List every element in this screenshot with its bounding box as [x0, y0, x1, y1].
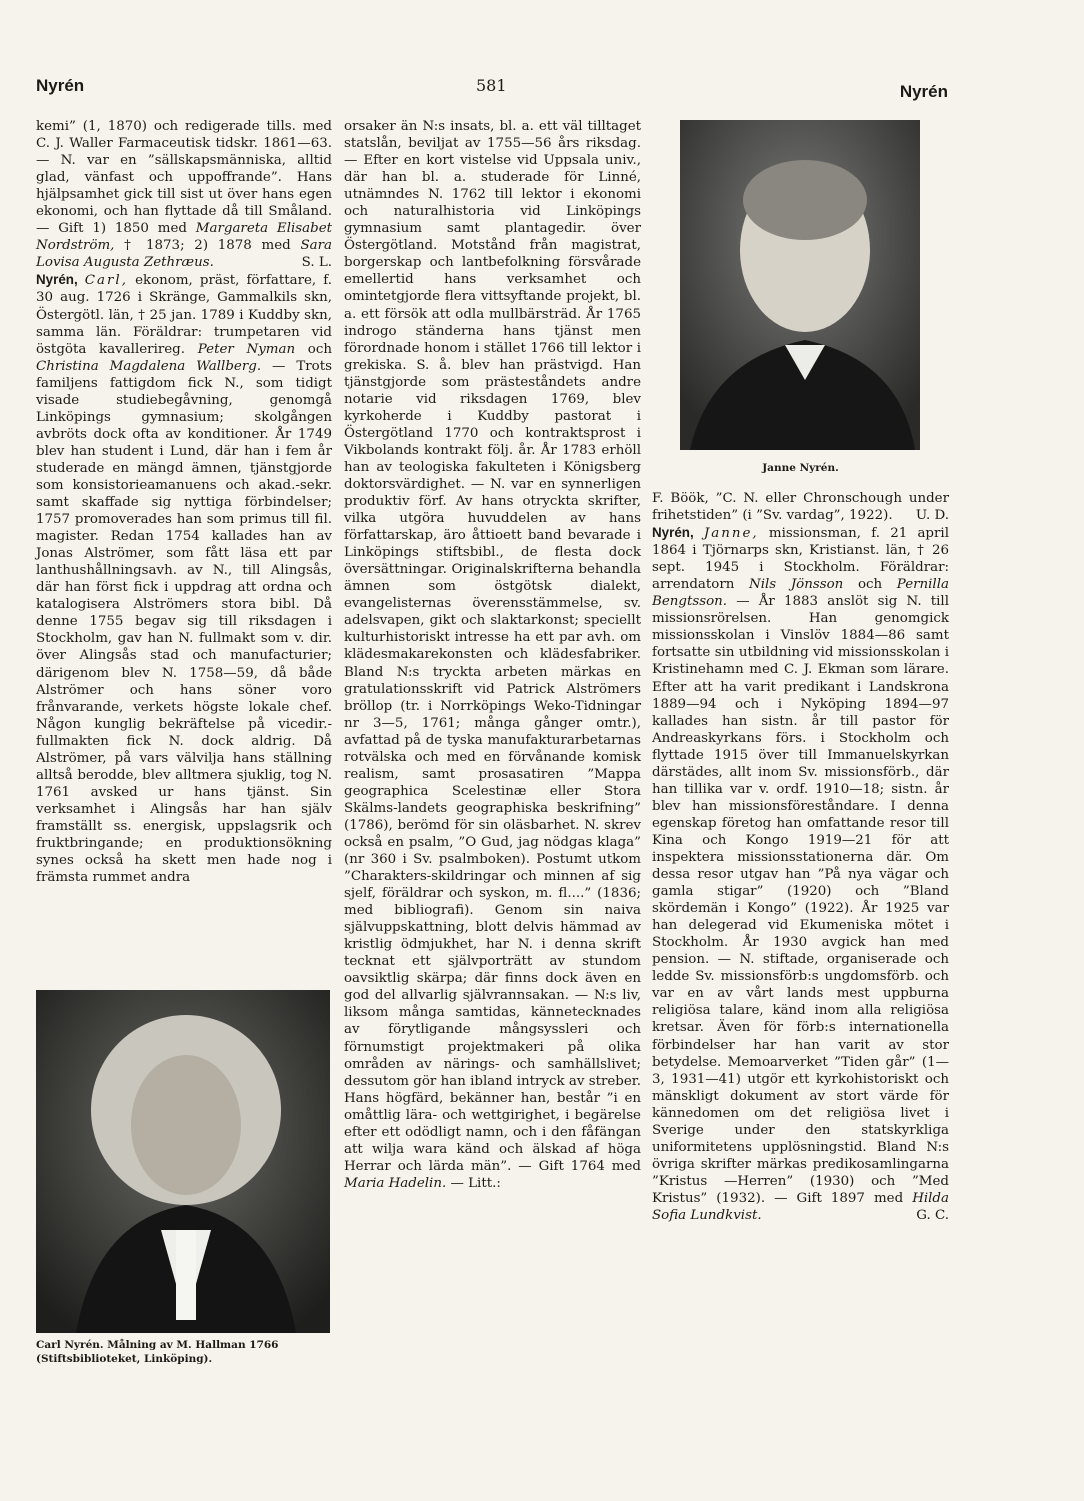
column-right: [652, 490, 949, 1224]
portrait-janne-nyren: [680, 120, 920, 450]
text-run: — Trots familjens fattigdom fick N., som tidigt visade studiebegåvning, genomgå Linköpings gymnasium; skolgången avbröts dock ofta av konditioner. År 1749 blev han student i Lund, där han i fem år studerade en mängd ämnen, tjänstgjorde som konsistorieamanuens och akad.-sekr. samt skaffade sig nyttiga förbindelser; 1757 promoverades han som primus till fil. magister. Redan 1754 kallades han av Jonas Alströmer, som fått läsa ett par lanthushållningsavh. av N., till Alingsås, där han först fick i uppdrag att ordna och katalogisera Alströmers stora bibl. Då denne 1755 begav sig till riksdagen i Stockholm, gav han N. fullmakt som v. dir. över Alingsås stad och manufacturier; därigenom blev N. 1758—59, då både Alströmer och hans söner voro frånvarande, verkets högste lokale chef. Någon kunglig bekräftelse på vicedir.-fullmakten fick N. dock aldrig. Då Alströmer, på vars välvilja hans ställning alltså berodde, blev alltmera sjuklig, tog N. 1761 avsked ur hans tjänst. Sin verksamhet i Alingsås har han själv framställt ss. energisk, uppslagsrik och fruktbringande; en produktionsökning synes också ha skett men hade nog i främsta rummet andra: [36, 358, 332, 886]
entry-carl-nyren: [36, 271, 332, 886]
parent-name: Nils Jönsson: [749, 577, 844, 593]
running-head-left: Nyrén: [36, 76, 85, 95]
column-left: [36, 118, 332, 886]
portrait-image: [36, 990, 330, 1333]
text-run: F. Böök, ”C. N. eller Chronschough under frihetstiden” (i ”Sv. vardag”, 1922).: [652, 491, 949, 524]
spouse-name: Margareta Elisabet Nordström,: [36, 221, 333, 254]
entry-forename: Janne,: [703, 526, 759, 542]
text-run: missionsman, f. 21 april 1864 i Tjörnarps skn, Kristianst. län, † 26 sept. 1945 i Stockholm. Föräldrar: arrendatorn: [652, 526, 949, 593]
entry-text: [344, 118, 641, 1192]
spouse-name: Maria Hadelin.: [344, 1175, 447, 1191]
text-run: — År 1883 anslöt sig N. till missionsrörelsen. Han genomgick missionsskolan i Vinslöv 1884—86 samt fortsatte sin utbildning vid missionsskolan i Kristinehamn med C. J. Ekman som lärare. Efter att ha varit predikant i Landskrona 1889—94 och i Nyköping 1894—97 kallades han sistn. år till pastor för Andreaskyrkans förs. i Stockholm och flyttade 1915 över till Immanuelskyrkan därstädes, allt inom Sv. missionsförb., där han tillika var v. ordf. 1910—18; sistn. år blev han missionsföreståndare. I denna egenskap företog han omfattande resor till Kina och Kongo 1919—21 för att inspektera missionsstationerna där. Om dessa resor utgav han ”På nya vägar och gamla stigar” (1920) och ”Bland skördemän i Kongo” (1922). År 1925 var han delegerad vid Ekumeniska mötet i Stockholm. År 1930 avgick han med pension. — N. stiftade, organiserade och ledde Sv. missionsförb:s ungdomsförb. och var en av vårt lands mest uppburna religiösa talare, känd inom alla religiösa kretsar. Även för förb:s internationella förbindelser har han varit av stor betydelse. Memoarverket ”Tiden går” (1—3, 1931—41) utgör ett kyrkohistoriskt och mänskligt dokument av stort värde för kännedomen om det religiösa livet i Sverige under den statskyrkliga uniformitetens upplösningstid. Bland N:s övriga skrifter märkas predikosamlingarna ”Kristus —Herren” (1930) och ”Med Kristus” (1932). — Gift 1897 med: [652, 594, 949, 1206]
spouse-name: Sara Lovisa Augusta Zethræus.: [36, 238, 332, 271]
running-head-right: Nyrén: [899, 82, 948, 101]
text-run: † 1873; 2) 1878 med: [124, 238, 291, 254]
author-signature: G. C.: [916, 1207, 949, 1223]
parent-name: Pernilla Bengtsson.: [652, 577, 949, 610]
entry-headword: Nyrén,: [652, 525, 694, 541]
portrait-image: [680, 120, 920, 450]
author-signature: U. D.: [915, 508, 949, 524]
entry-headword: Nyrén,: [36, 272, 78, 288]
entry-text: [652, 490, 949, 524]
column-middle: [344, 118, 641, 1192]
text-run: orsaker än N:s insats, bl. a. ett väl tilltaget statslån, beviljat av 1755—56 års riksdag. — Efter en kort vistelse vid Uppsala univ., där han bl. a. studerade för Linné, utnämndes N. 1762 till lektor i ekonomi och naturalhistoria vid Linköpings gymnasium samt plantagedir. över Östergötland. Motstånd från magistrat, borgerskap och lantbefolkning försvårade emellertid hans verksamhet och omintetgjorde flera vittsyftande projekt, bl. a. ett försök att odla mullbärsträd. År 1765 indrogo ständerna hans tjänst men förordnade honom i stället 1766 till lektor i grekiska. S. å. blev han prästvigd. Han tjänstgjorde som prästeståndets andre notarie vid riksdagen 1769, blev kyrkoherde i Kuddby pastorat i Östergötland 1770 och kontraktsprost i Vikbolands kontrakt följ. år. År 1783 erhöll han av teologiska fakulteten i Königsberg doktorsvärdighet. — N. var en synnerligen produktiv förf. Av hans otryckta skrifter, vilka utgöra huvuddelen av hans författarskap, äro åttioett band bevarade i Linköpings stiftsbibl., de flesta dock översättningar. Originalskrifterna behandla ämnen som östgötsk dialekt, evangelisternas överensstämmelse, sv. adelsvapen, gikt och slaktarkonst; speciellt kulturhistoriskt intresse ha ett par avh. om klädesmakarekonsten och klädesfabriker. Bland N:s tryckta arbeten märkas en gratulationsskrift vid Patrick Alströmers bröllop (tr. i Norrköpings Weko-Tidningar nr 3—5, 1761; många gånger omtr.), avfattad på de tyska manufakturarbetarnas rotvälska och med en förvånande komisk realism, samt prosasatiren ”Mappa geographica Scelestinæ eller Stora Skälms-landets geographiska beskrifning” (1786), berömd för sin oläsbarhet. N. skrev också en psalm, ”O Gud, jag nödgas klaga” (nr 360 i Sv. psalmboken). Postumt utkom ”Charakters-skildringar och minnen af sig sjelf, föräldrar och syskon, m. fl....” (1836; med bibliografi). Genom sin naiva självuppskattning, blott delvis hämmad av kristlig ödmjukhet, har N. i denna skrift tecknat ett självporträtt av stundom oavsiktlig skärpa; där finns dock även en god del allvarlig självrannsakan. — N:s liv, liksom många samtidas, kännetecknades av förytligande mångsyssleri och förnumstigt projektmakeri på olika områden av närings- och samhällslivet; dessutom gör han ibland intryck av streber. Hans högfärd, bekänner han, består ”i en omåttlig lära- och wettgirighet, i begärelse efter ett odödligt namn, och i den fåfängan att wilja wara känd och älskad af höga Herrar och lärda män”. — Gift 1764 med: [344, 119, 641, 1174]
text-run: och: [307, 341, 332, 357]
caption-janne-nyren: Janne Nyrén.: [762, 462, 839, 474]
text-run: och: [857, 577, 883, 593]
page-number: 581: [476, 76, 507, 95]
text-run: ekonom, präst, författare, f. 30 aug. 1726 i Skränge, Gammalkils skn, Östergötl. län, † 25 jan. 1789 i Kuddby skn, samma län. Föräldrar: trumpetaren vid östgöta kavallerireg.: [36, 273, 332, 357]
entry-forename: Carl,: [84, 273, 128, 289]
author-signature: S. L.: [301, 255, 332, 271]
text-run: kemi” (1, 1870) och redigerade tills. med C. J. Waller Farmaceutisk tidskr. 1861—63. — N. var en ”sällskapsmänniska, alltid glad, vänfast och uppoffrande”. Hans hjälpsamhet gick till sist ut över hans egen ekonomi, och han flyttade då till Småland. — Gift 1) 1850 med: [36, 119, 332, 237]
parent-name: Peter Nyman: [197, 341, 296, 357]
parent-name: Christina Magdalena Wallberg.: [36, 358, 262, 374]
portrait-carl-nyren: [36, 990, 330, 1333]
page-header: [36, 76, 948, 106]
entry-janne-nyren: [652, 524, 949, 1224]
spouse-name: Hilda Sofia Lundkvist.: [652, 1190, 949, 1223]
entry-text: [36, 118, 332, 271]
text-run: — Litt.:: [450, 1175, 501, 1191]
caption-carl-nyren: Carl Nyrén. Målning av M. Hallman 1766 (Stiftsbiblioteket, Linköping).: [36, 1339, 279, 1365]
